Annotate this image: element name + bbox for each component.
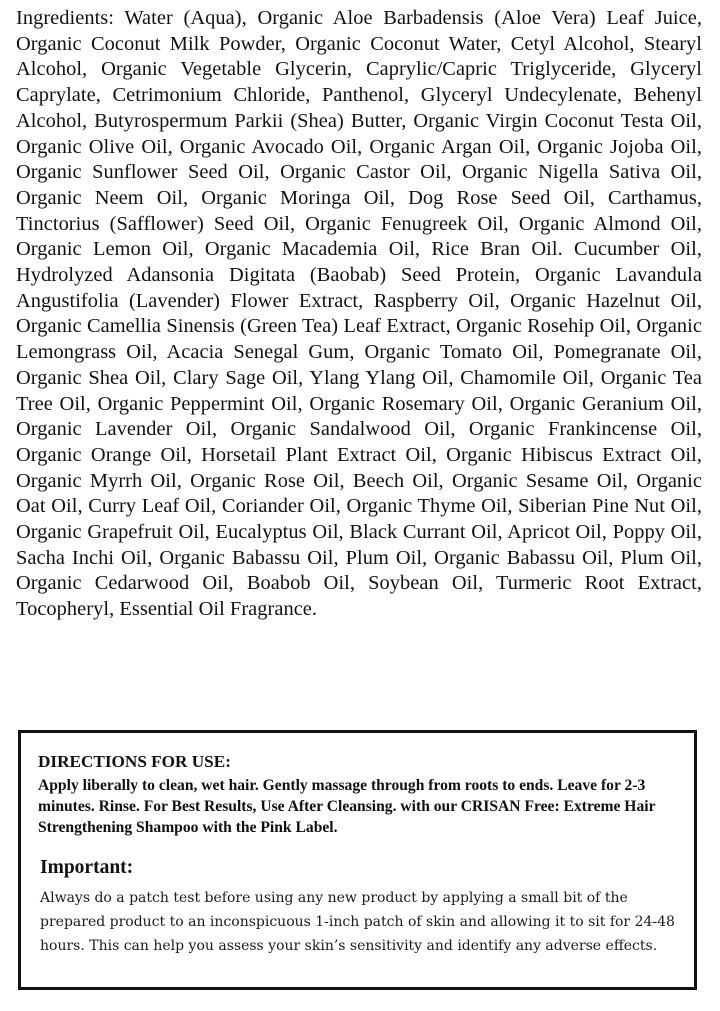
ingredients-list: Ingredients: Water (Aqua), Organic Aloe Barbadensis (Aloe Vera) Leaf Juice, Organic Coconut Milk Powder, Organic Coconut Water, Cetyl Alcohol, Stearyl Alcohol, Organic Vegetable Glycerin, Caprylic/Capric Triglyceride, Glyceryl Caprylate, Cetrimonium Chloride, Panthenol, Glyceryl Undecylenate, Behenyl Alcohol, Butyrospermum Parkii (Shea) Butter, Organic Virgin Coconut Testa Oil, Organic Olive Oil, Organic Avocado Oil, Organic Argan Oil, Organic Jojoba Oil, Organic Sunflower Seed Oil, Organic Castor Oil, Organic Nigella Sativa Oil, Organic Neem Oil, Organic Moringa Oil, Dog Rose Seed Oil, Carthamus, Tinctorius (Safflower) Seed Oil, Organic Fenugreek Oil, Organic Almond Oil, Organic Lemon Oil, Organic Macademia Oil, Rice Bran Oil. Cucumber Oil, Hydrolyzed Adansonia Digitata (Baobab) Seed Protein, Organic Lavandula Angustifolia (Lavender) Flower Extract, Raspberry Oil, Organic Hazelnut Oil, Organic Camellia Sinensis (Green Tea) Leaf Extract, Organic Rosehip Oil, Organic Lemongrass Oil, Acacia Senegal Gum, Organic Tomato Oil, Pomegranate Oil, Organic Shea Oil, Clary Sage Oil, Ylang Ylang Oil, Chamomile Oil, Organic Tea Tree Oil, Organic Peppermint Oil, Organic Rosemary Oil, Organic Geranium Oil, Organic Lavender Oil, Organic Sandalwood Oil, Organic Frankincense Oil, Organic Orange Oil, Horsetail Plant Extract Oil, Organic Hibiscus Extract Oil, Organic Myrrh Oil, Organic Rose Oil, Beech Oil, Organic Sesame Oil, Organic Oat Oil, Curry Leaf Oil, Coriander Oil, Organic Thyme Oil, Siberian Pine Nut Oil, Organic Grapefruit Oil, Eucalyptus Oil, Black Currant Oil, Apricot Oil, Poppy Oil, Sacha Inchi Oil, Organic Babassu Oil, Plum Oil, Organic Babassu Oil, Plum Oil, Organic Cedarwood Oil, Boabob Oil, Soybean Oil, Turmeric Root Extract, Tocopheryl, Essential Oil Fragrance. [16, 7, 702, 621]
directions-heading: DIRECTIONS FOR USE: [38, 752, 231, 771]
important-heading: Important: [40, 857, 134, 878]
directions-box [18, 730, 697, 990]
important-text: Always do a patch test before using any new product by applying a small bit of the prepared product to an inconspicuous 1-inch patch of skin and allowing it to sit for 24-48 hours. This can help you assess your skin’s sensitivity and identify any adverse effects. [40, 890, 675, 955]
directions-text: Apply liberally to clean, wet hair. Gently massage through from roots to ends. Leave for 2-3 minutes. Rinse. For Best Results, Use After Cleansing. with our CRISAN Free: Extreme Hair Strengthening Shampoo with the Pink Label. [38, 777, 656, 836]
